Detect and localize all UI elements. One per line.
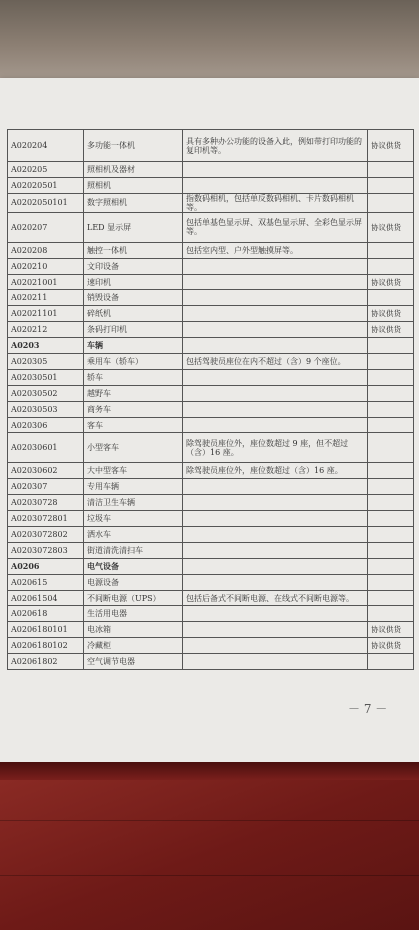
- item-code-cell: A020208: [8, 242, 84, 258]
- item-name-cell: 速印机: [84, 274, 183, 290]
- item-code-cell: A020306: [8, 417, 84, 433]
- table-row: [8, 290, 414, 306]
- procurement-method-cell: [368, 401, 414, 417]
- item-code-cell: A020305: [8, 354, 84, 370]
- item-code-cell: A02021101: [8, 306, 84, 322]
- procurement-method-cell: 协议供货: [368, 638, 414, 654]
- item-name-cell: 销毁设备: [84, 290, 183, 306]
- procurement-method-cell: 协议供货: [368, 622, 414, 638]
- procurement-method-cell: [368, 242, 414, 258]
- item-code-cell: A0203072803: [8, 542, 84, 558]
- page-number: － 7 －: [348, 702, 388, 716]
- table-row: [8, 590, 414, 606]
- item-name-cell: 洒水车: [84, 527, 183, 543]
- item-description-cell: [183, 322, 368, 338]
- item-description-cell: [183, 479, 368, 495]
- table-row: [8, 495, 414, 511]
- table-row: [8, 177, 414, 193]
- procurement-method-cell: [368, 338, 414, 354]
- item-description-cell: [183, 558, 368, 574]
- item-name-cell: 碎纸机: [84, 306, 183, 322]
- table-row: [8, 558, 414, 574]
- item-description-cell: [183, 527, 368, 543]
- procurement-method-cell: [368, 258, 414, 274]
- item-code-cell: A020204: [8, 130, 84, 162]
- procurement-method-cell: [368, 354, 414, 370]
- procurement-method-cell: [368, 463, 414, 479]
- item-code-cell: A0206180102: [8, 638, 84, 654]
- item-code-cell: A02030501: [8, 369, 84, 385]
- item-name-cell: 轿车: [84, 369, 183, 385]
- item-description-cell: [183, 495, 368, 511]
- table-row: [8, 338, 414, 354]
- procurement-method-cell: [368, 511, 414, 527]
- item-description-cell: [183, 574, 368, 590]
- item-code-cell: A02021001: [8, 274, 84, 290]
- item-name-cell: 大中型客车: [84, 463, 183, 479]
- item-name-cell: 清洁卫生车辆: [84, 495, 183, 511]
- procurement-method-cell: 协议供货: [368, 322, 414, 338]
- item-description-cell: [183, 338, 368, 354]
- item-description-cell: [183, 385, 368, 401]
- item-code-cell: A020207: [8, 212, 84, 242]
- item-description-cell: [183, 274, 368, 290]
- table-row: [8, 638, 414, 654]
- background-fabric: [0, 0, 419, 82]
- table-row: [8, 479, 414, 495]
- procurement-method-cell: [368, 433, 414, 463]
- item-description-cell: [183, 162, 368, 178]
- item-name-cell: 空气调节电器: [84, 654, 183, 670]
- item-name-cell: 照相机及器材: [84, 162, 183, 178]
- item-description-cell: [183, 654, 368, 670]
- item-name-cell: 多功能一体机: [84, 130, 183, 162]
- item-code-cell: A02030728: [8, 495, 84, 511]
- item-code-cell: A02020501: [8, 177, 84, 193]
- item-description-cell: 包括后备式不间断电源、在线式不间断电源等。: [183, 590, 368, 606]
- item-name-cell: 商务车: [84, 401, 183, 417]
- item-code-cell: A0206180101: [8, 622, 84, 638]
- page-edge-shadow: [0, 762, 419, 780]
- item-description-cell: 包括室内型、户外型触摸屏等。: [183, 242, 368, 258]
- procurement-method-cell: 协议供货: [368, 306, 414, 322]
- item-description-cell: 包括单基色显示屏、双基色显示屏、全彩色显示屏等。: [183, 212, 368, 242]
- table-row: [8, 401, 414, 417]
- item-name-cell: 垃圾车: [84, 511, 183, 527]
- item-name-cell: 电冰箱: [84, 622, 183, 638]
- table-row: [8, 606, 414, 622]
- table-row: [8, 306, 414, 322]
- procurement-method-cell: [368, 558, 414, 574]
- item-description-cell: [183, 511, 368, 527]
- item-code-cell: A02030502: [8, 385, 84, 401]
- procurement-method-cell: [368, 177, 414, 193]
- table-row: [8, 622, 414, 638]
- table-row: [8, 574, 414, 590]
- procurement-method-cell: [368, 479, 414, 495]
- item-name-cell: 电源设备: [84, 574, 183, 590]
- item-code-cell: A0203072802: [8, 527, 84, 543]
- item-code-cell: A020210: [8, 258, 84, 274]
- table-row: [8, 354, 414, 370]
- item-description-cell: [183, 306, 368, 322]
- item-code-cell: A0203: [8, 338, 84, 354]
- item-code-cell: A02030503: [8, 401, 84, 417]
- table-row: [8, 322, 414, 338]
- item-code-cell: A0203072801: [8, 511, 84, 527]
- item-name-cell: 冷藏柜: [84, 638, 183, 654]
- table-row: [8, 433, 414, 463]
- item-name-cell: 街道清洗清扫车: [84, 542, 183, 558]
- item-name-cell: 照相机: [84, 177, 183, 193]
- surface-seam: [0, 875, 419, 876]
- table-row: [8, 369, 414, 385]
- procurement-catalog-table: [7, 129, 414, 670]
- item-name-cell: 乘用车（轿车）: [84, 354, 183, 370]
- procurement-method-cell: [368, 590, 414, 606]
- procurement-method-cell: [368, 193, 414, 212]
- item-code-cell: A020212: [8, 322, 84, 338]
- item-code-cell: A0206: [8, 558, 84, 574]
- procurement-method-cell: [368, 417, 414, 433]
- item-code-cell: A020211: [8, 290, 84, 306]
- item-code-cell: A020205: [8, 162, 84, 178]
- item-code-cell: A0202050101: [8, 193, 84, 212]
- procurement-method-cell: [368, 495, 414, 511]
- item-description-cell: [183, 290, 368, 306]
- item-name-cell: 条码打印机: [84, 322, 183, 338]
- item-name-cell: 车辆: [84, 338, 183, 354]
- item-name-cell: 专用车辆: [84, 479, 183, 495]
- procurement-method-cell: [368, 290, 414, 306]
- background-surface: [0, 780, 419, 930]
- item-name-cell: 不间断电源（UPS）: [84, 590, 183, 606]
- item-name-cell: 越野车: [84, 385, 183, 401]
- item-name-cell: 客车: [84, 417, 183, 433]
- table-row: [8, 542, 414, 558]
- procurement-method-cell: [368, 369, 414, 385]
- table-row: [8, 212, 414, 242]
- item-name-cell: 数字照相机: [84, 193, 183, 212]
- procurement-method-cell: 协议供货: [368, 274, 414, 290]
- item-code-cell: A020618: [8, 606, 84, 622]
- table-row: [8, 511, 414, 527]
- table-row: [8, 242, 414, 258]
- item-description-cell: 指数码相机，包括单反数码相机、卡片数码相机等。: [183, 193, 368, 212]
- table-row: [8, 274, 414, 290]
- item-description-cell: 包括驾驶员座位在内不超过（含）9 个座位。: [183, 354, 368, 370]
- item-description-cell: [183, 417, 368, 433]
- table-row: [8, 463, 414, 479]
- item-code-cell: A020615: [8, 574, 84, 590]
- table-row: [8, 193, 414, 212]
- procurement-method-cell: [368, 574, 414, 590]
- item-code-cell: A02061802: [8, 654, 84, 670]
- item-name-cell: LED 显示屏: [84, 212, 183, 242]
- procurement-method-cell: [368, 606, 414, 622]
- table-row: [8, 130, 414, 162]
- item-name-cell: 触控一体机: [84, 242, 183, 258]
- item-description-cell: [183, 401, 368, 417]
- procurement-method-cell: 协议供货: [368, 130, 414, 162]
- item-code-cell: A020307: [8, 479, 84, 495]
- procurement-method-cell: [368, 385, 414, 401]
- procurement-method-cell: [368, 162, 414, 178]
- item-description-cell: [183, 369, 368, 385]
- procurement-method-cell: [368, 527, 414, 543]
- item-code-cell: A02030601: [8, 433, 84, 463]
- table-row: [8, 527, 414, 543]
- table-row: [8, 654, 414, 670]
- item-description-cell: 除驾驶员座位外，座位数超过 9 座，但不超过（含）16 座。: [183, 433, 368, 463]
- item-description-cell: [183, 638, 368, 654]
- table-row: [8, 417, 414, 433]
- item-description-cell: [183, 258, 368, 274]
- procurement-method-cell: 协议供货: [368, 212, 414, 242]
- item-name-cell: 文印设备: [84, 258, 183, 274]
- item-description-cell: [183, 606, 368, 622]
- surface-seam: [0, 820, 419, 821]
- item-name-cell: 生活用电器: [84, 606, 183, 622]
- procurement-method-cell: [368, 542, 414, 558]
- item-name-cell: 小型客车: [84, 433, 183, 463]
- item-description-cell: 除驾驶员座位外，座位数超过（含）16 座。: [183, 463, 368, 479]
- item-description-cell: [183, 177, 368, 193]
- table-row: [8, 162, 414, 178]
- table-row: [8, 385, 414, 401]
- item-name-cell: 电气设备: [84, 558, 183, 574]
- item-description-cell: 具有多种办公功能的设备入此，例如带打印功能的复印机等。: [183, 130, 368, 162]
- item-description-cell: [183, 542, 368, 558]
- procurement-method-cell: [368, 654, 414, 670]
- item-description-cell: [183, 622, 368, 638]
- item-code-cell: A02061504: [8, 590, 84, 606]
- item-code-cell: A02030602: [8, 463, 84, 479]
- table-row: [8, 258, 414, 274]
